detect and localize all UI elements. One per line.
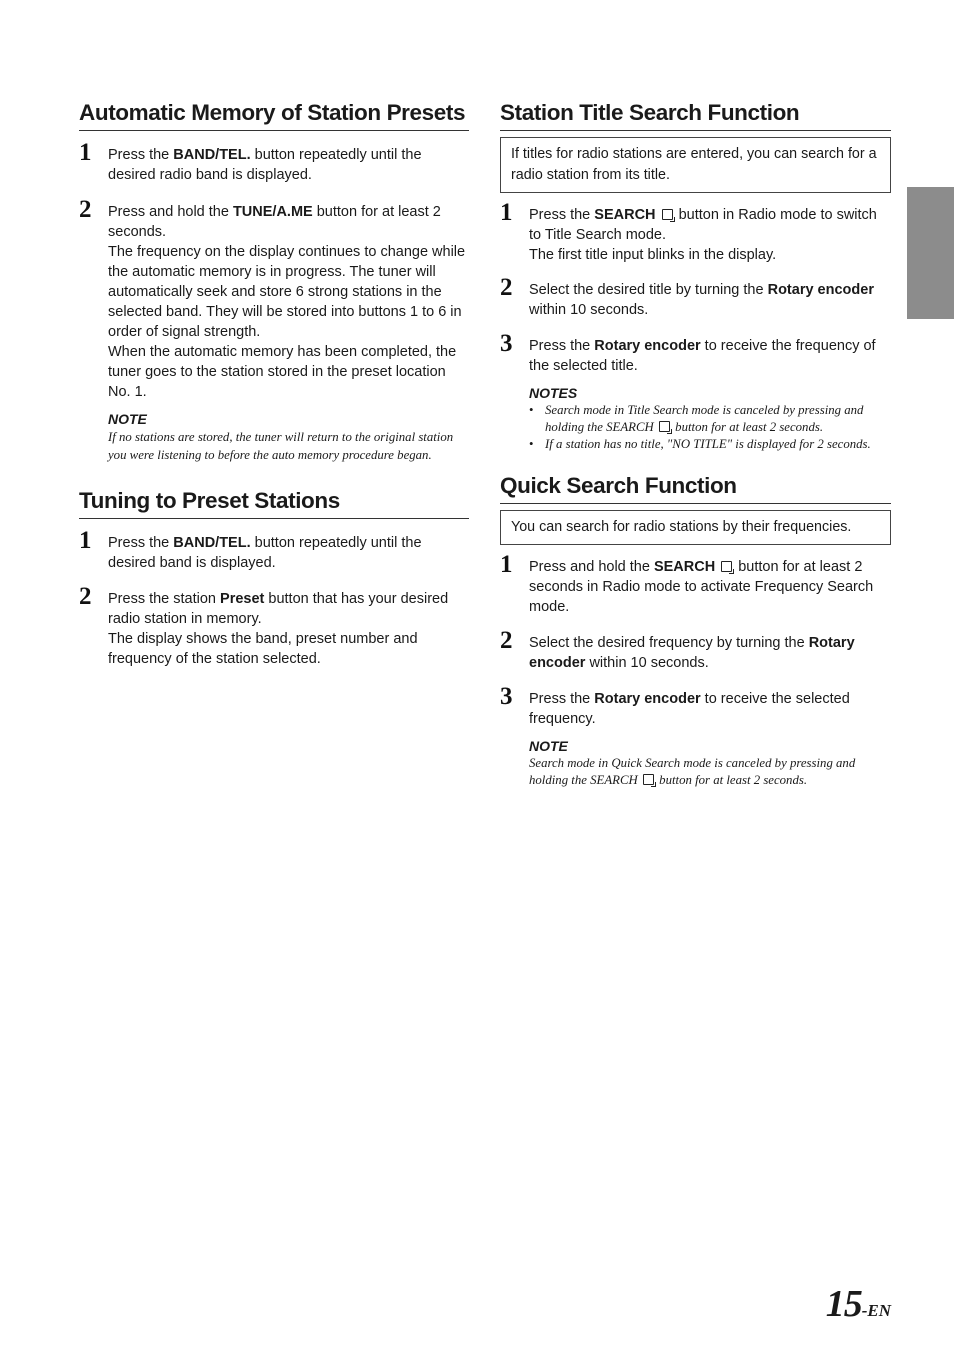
- control-name: Rotary encoder: [767, 282, 874, 298]
- step-text: Press and hold the TUNE/A.ME button for at least 2 seconds.: [108, 204, 441, 240]
- title-search-step-3: [500, 330, 891, 376]
- note-heading: NOTE: [529, 738, 568, 754]
- auto-memory-section: [79, 100, 469, 464]
- auto-memory-heading: Automatic Memory of Station Presets: [79, 100, 469, 131]
- step-detail: The display shows the band, preset number and frequency of the station selected.: [108, 631, 418, 667]
- step-number: 3: [500, 683, 513, 710]
- title-search-step-1: [500, 199, 891, 265]
- note-heading: NOTE: [108, 411, 147, 427]
- left-column: [79, 100, 469, 669]
- notes-heading: NOTES: [529, 385, 578, 401]
- section-side-tab: [907, 187, 954, 319]
- button-name: BAND/TEL.: [173, 535, 251, 551]
- step-text: Press the BAND/TEL. button repeatedly until the desired radio band is displayed.: [108, 147, 422, 183]
- step-number: 2: [79, 196, 92, 223]
- auto-memory-step-2: [79, 196, 469, 402]
- tuning-heading: Tuning to Preset Stations: [79, 488, 469, 519]
- quick-search-section: [500, 473, 891, 789]
- step-number: 1: [79, 527, 92, 554]
- quick-search-step-1: [500, 551, 891, 617]
- search-button-icon: [721, 561, 732, 572]
- step-text: Press the Rotary encoder to receive the selected frequency.: [529, 691, 850, 727]
- tuning-step-1: [79, 527, 469, 573]
- title-search-step-2: [500, 274, 891, 320]
- step-number: 1: [79, 139, 92, 166]
- button-name: TUNE/A.ME: [232, 204, 313, 220]
- control-name: Rotary encoder: [594, 691, 701, 707]
- step-text: Select the desired frequency by turning the Rotary encoder within 10 seconds.: [529, 635, 855, 671]
- step-number: 2: [500, 274, 513, 301]
- control-name: Rotary encoder: [529, 635, 855, 671]
- step-text: Press and hold the SEARCH button for at least 2 seconds in Radio mode to activate Frequency Search mode.: [529, 559, 874, 615]
- quick-search-intro-box: You can search for radio stations by their frequencies.: [500, 510, 891, 545]
- auto-memory-step-1: [79, 139, 469, 185]
- note-text: Search mode in Quick Search mode is canceled by pressing and holding the SEARCH button for at least 2 seconds.: [529, 756, 856, 787]
- note-text: If no stations are stored, the tuner will return to the original station you were listening to before the auto memory procedure began.: [108, 430, 454, 462]
- step-number: 2: [500, 627, 513, 654]
- right-column: [500, 100, 891, 789]
- step-text: Press the BAND/TEL. button repeatedly until the desired band is displayed.: [108, 535, 422, 571]
- step-text: Press the station Preset button that has your desired radio station in memory.: [108, 591, 449, 627]
- step-number: 2: [79, 583, 92, 610]
- tuning-step-2: [79, 583, 469, 669]
- step-detail: The first title input blinks in the display.: [529, 247, 777, 263]
- note-item: • Search mode in Title Search mode is canceled by pressing and holding the SEARCH button for at least 2 seconds.: [529, 402, 891, 436]
- control-name: Rotary encoder: [594, 338, 701, 354]
- button-name: Preset: [220, 591, 265, 607]
- step-text: Press the Rotary encoder to receive the frequency of the selected title.: [529, 338, 876, 374]
- page-suffix: -EN: [861, 1301, 891, 1320]
- step-number: 3: [500, 330, 513, 357]
- step-number: 1: [500, 199, 513, 226]
- title-search-intro-box: If titles for radio stations are entered, you can search for a radio station from its title.: [500, 137, 891, 193]
- notes-list: [529, 402, 891, 453]
- note-item: • If a station has no title, "NO TITLE" is displayed for 2 seconds.: [529, 436, 891, 453]
- step-text: Select the desired title by turning the Rotary encoder within 10 seconds.: [529, 282, 874, 318]
- quick-search-heading: Quick Search Function: [500, 473, 891, 504]
- step-text: Press the SEARCH button in Radio mode to switch to Title Search mode.: [529, 207, 877, 243]
- search-button-icon: [643, 774, 654, 785]
- title-search-heading: Station Title Search Function: [500, 100, 891, 131]
- step-number: 1: [500, 551, 513, 578]
- button-name: SEARCH: [594, 207, 656, 223]
- tuning-section: [79, 488, 469, 669]
- title-search-section: [500, 100, 891, 453]
- step-detail: The frequency on the display continues to change while the automatic memory is in progress. The tuner will automatically seek and store 6 strong stations in the selected band. They will be stored into buttons 1 to 6 in order of signal strength.: [108, 244, 466, 340]
- button-name: SEARCH: [653, 559, 716, 575]
- step-detail: When the automatic memory has been completed, the tuner goes to the station stored in the preset location No. 1.: [108, 344, 457, 400]
- quick-search-step-2: [500, 627, 891, 673]
- page-number: 15-EN: [825, 1283, 891, 1325]
- search-button-icon: [659, 421, 670, 432]
- button-name: BAND/TEL.: [173, 147, 251, 163]
- search-button-icon: [662, 209, 673, 220]
- quick-search-step-3: [500, 683, 891, 729]
